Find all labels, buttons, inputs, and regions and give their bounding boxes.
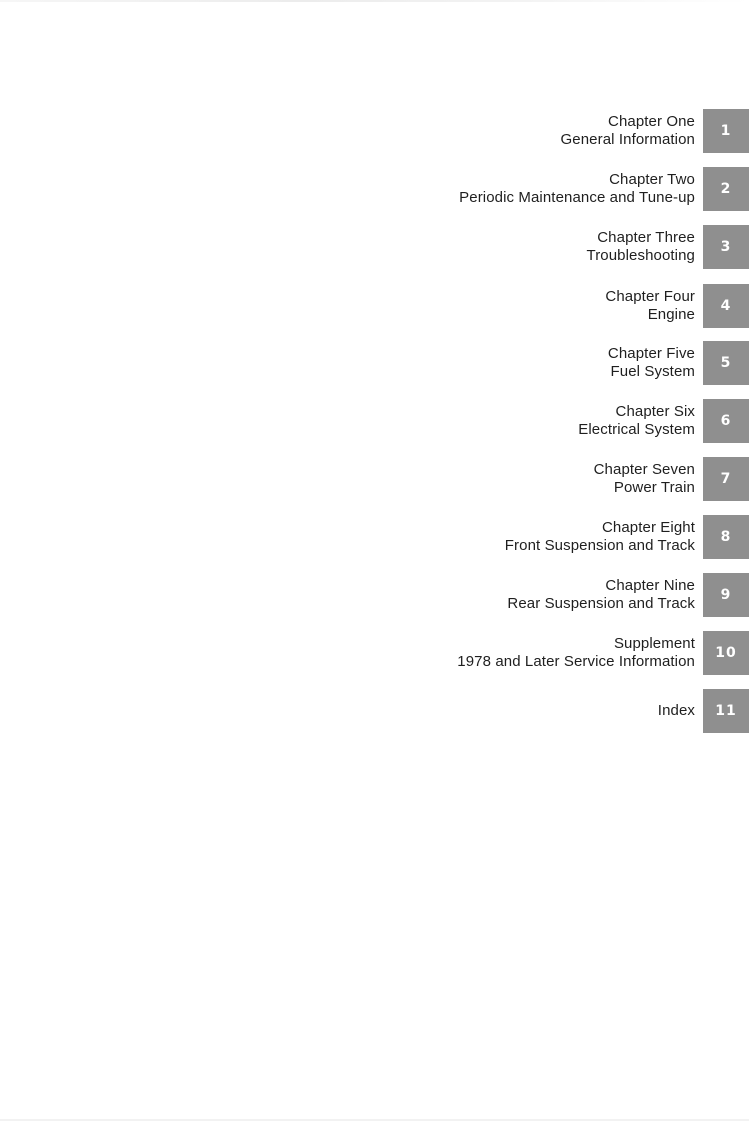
chapter-subtitle: Rear Suspension and Track (507, 595, 695, 612)
toc-entry-chapter-one[interactable] (0, 109, 749, 153)
toc-entry-text (275, 225, 695, 269)
toc-entry-chapter-seven[interactable] (0, 457, 749, 501)
chapter-title: Chapter Seven (593, 461, 695, 478)
chapter-tab[interactable]: 11 (703, 689, 749, 733)
chapter-title: Chapter Five (607, 345, 695, 362)
toc-entry-text (275, 167, 695, 211)
toc-entry-text (275, 573, 695, 617)
toc-entry-chapter-three[interactable] (0, 225, 749, 269)
toc-entry-supplement[interactable] (0, 631, 749, 675)
chapter-subtitle: 1978 and Later Service Information (457, 653, 695, 670)
chapter-tab[interactable]: 7 (703, 457, 749, 501)
toc-entry-chapter-five[interactable] (0, 341, 749, 385)
toc-entry-chapter-eight[interactable] (0, 515, 749, 559)
toc-entry-text (275, 689, 695, 733)
chapter-title: Supplement (613, 635, 695, 652)
chapter-title: Chapter Four (605, 288, 695, 305)
toc-entry-chapter-nine[interactable] (0, 573, 749, 617)
toc-entry-chapter-four[interactable] (0, 284, 749, 328)
toc-entry-chapter-two[interactable] (0, 167, 749, 211)
chapter-title: Chapter Six (615, 403, 695, 420)
chapter-subtitle: Engine (647, 306, 695, 323)
toc-entry-text (275, 284, 695, 328)
chapter-subtitle: Fuel System (610, 363, 695, 380)
chapter-tab[interactable]: 8 (703, 515, 749, 559)
toc-entry-text (275, 341, 695, 385)
chapter-title: Chapter Three (597, 229, 695, 246)
chapter-tab[interactable]: 10 (703, 631, 749, 675)
chapter-subtitle: Troubleshooting (586, 247, 695, 264)
chapter-tab[interactable]: 5 (703, 341, 749, 385)
chapter-title: Chapter One (608, 113, 695, 130)
chapter-tab[interactable]: 1 (703, 109, 749, 153)
chapter-title: Chapter Nine (605, 577, 695, 594)
toc-entry-text (275, 457, 695, 501)
toc-entry-text (275, 631, 695, 675)
chapter-subtitle: Electrical System (578, 421, 695, 438)
toc-entry-text (275, 399, 695, 443)
chapter-tab[interactable]: 6 (703, 399, 749, 443)
toc-entry-text (275, 515, 695, 559)
toc-entry-text (275, 109, 695, 153)
chapter-title: Chapter Eight (601, 519, 695, 536)
chapter-tab[interactable]: 2 (703, 167, 749, 211)
toc-entry-index[interactable] (0, 689, 749, 733)
toc-entry-chapter-six[interactable] (0, 399, 749, 443)
chapter-title: Chapter Two (609, 171, 695, 188)
chapter-subtitle: Front Suspension and Track (504, 537, 695, 554)
chapter-tab[interactable]: 9 (703, 573, 749, 617)
chapter-subtitle: General Information (560, 131, 695, 148)
chapter-subtitle: Periodic Maintenance and Tune-up (459, 189, 695, 206)
chapter-tab[interactable]: 3 (703, 225, 749, 269)
chapter-subtitle: Power Train (613, 479, 695, 496)
chapter-title: Index (657, 702, 695, 719)
chapter-tab[interactable]: 4 (703, 284, 749, 328)
